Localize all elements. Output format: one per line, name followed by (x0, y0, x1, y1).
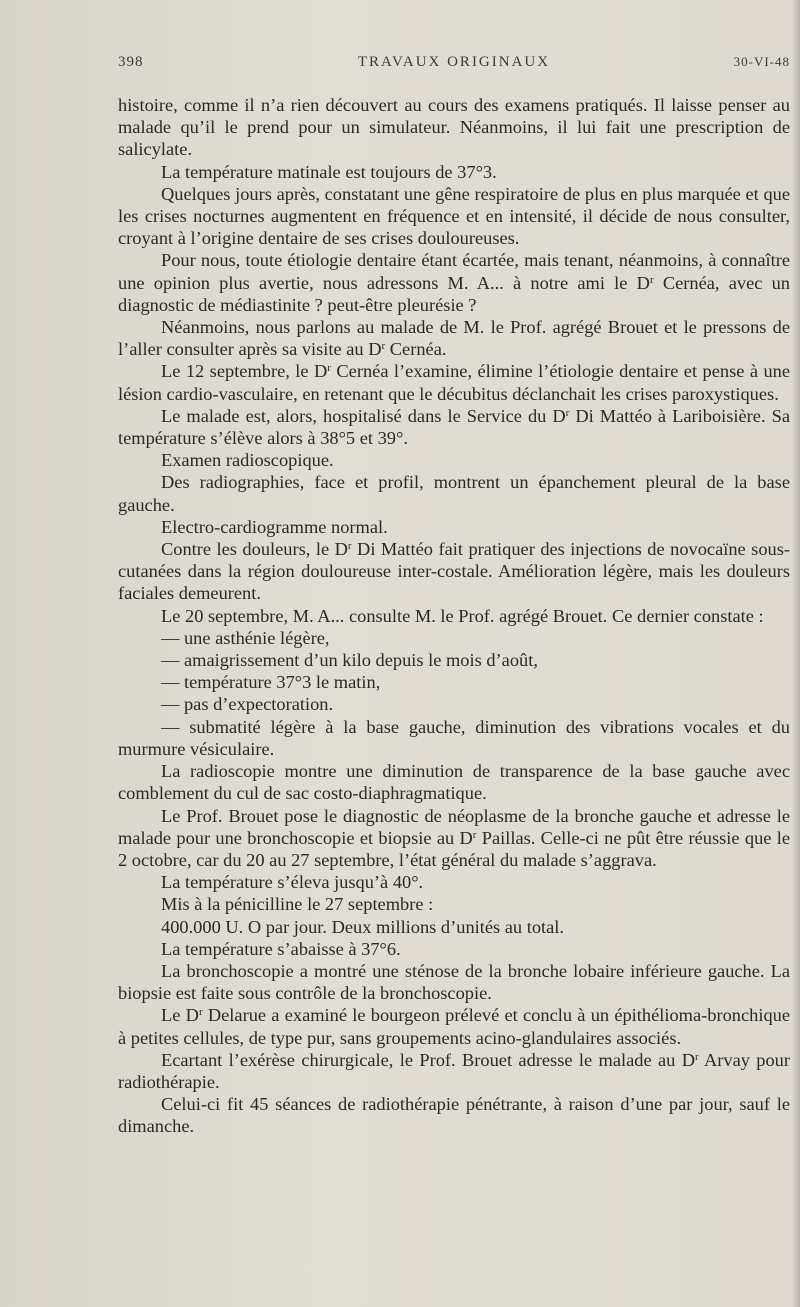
paragraph: La radioscopie montre une diminution de transparence de la base gauche avec comblement du cul de sac costo-diaphragmatique. (118, 761, 790, 804)
paragraph: Le malade est, alors, hospitalisé dans le Service du $D^r$ Di Mattéo à Lariboisière. Sa température s’élève alors à 38°5 et 39°. (118, 405, 790, 449)
paragraph: Contre les douleurs, le $D^r$ Di Mattéo fait pratiquer des injections de novocaïne sous-cutanées dans la région douloureuse inter-costale. Amélioration légère, mais les douleurs faciales demeurent. (118, 539, 791, 604)
paragraph: — température 37°3 le matin, (161, 672, 381, 693)
paragraph: 400.000 U. O par jour. Deux millions d’unités au total. (161, 916, 565, 937)
paragraph: La température matinale est toujours de 37°3. (161, 161, 497, 182)
paragraph: La bronchoscopie a montré une sténose de la bronche lobaire inférieure gauche. La biopsie est faite sous contrôle de la bronchoscopie. (118, 960, 790, 1004)
paragraph: Electro-cardiogramme normal. (161, 516, 388, 537)
paragraph: — une asthénie légère, (161, 627, 330, 648)
page-edge-shadow (792, 0, 800, 1307)
paragraph: — pas d’expectoration. (161, 694, 334, 715)
paragraph: La température s’éleva jusqu’à 40°. (161, 872, 424, 893)
paragraph: Néanmoins, nous parlons au malade de M. le Prof. agrégé Brouet et le pressons de l’aller consulter après sa visite au $D^r$ Cernéa. (118, 317, 790, 360)
paragraph: Ecartant l’exérèse chirurgicale, le Prof. Brouet adresse le malade au $D^r$ Arvay pour radiothérapie. (118, 1049, 790, 1092)
paragraph: Celui-ci fit 45 séances de radiothérapie pénétrante, à raison d’une par jour, sauf le dimanche. (118, 1094, 790, 1137)
paragraph: Quelques jours après, constatant une gêne respiratoire de plus en plus marquée et que les crises nocturnes augmentent en fréquence et en intensité, il décide de nous consulter, croyant à l’origine dentaire de ses crises douloureuses. (118, 183, 790, 249)
paragraph: Pour nous, toute étiologie dentaire étant écartée, mais tenant, néanmoins, à connaître une opinion plus avertie, nous adressons M. A... à notre ami le $D^r$ Cernéa, avec un diagnostic de médiastinite ? peut-être pleurésie ? (118, 250, 790, 315)
running-title: TRAVAUX ORIGINAUX (357, 54, 551, 70)
article-body (118, 94, 790, 1138)
paragraph: Examen radioscopique. (161, 450, 334, 471)
paragraph: Le 20 septembre, M. A... consulte M. le Prof. agrégé Brouet. Ce dernier constate : (161, 605, 764, 626)
paragraph: Le 12 septembre, le $D^r$ Cernéa l’examine, élimine l’étiologie dentaire et pense à une lésion cardio-vasculaire, en retenant que le décubitus déclanchait les crises paroxystiques. (118, 361, 790, 404)
paragraph: histoire, comme il n’a rien découvert au cours des examens pratiqués. Il laisse penser au malade qu’il le prend pour un simulateur. Néanmoins, il lui fait une prescription de salicylate. (118, 95, 790, 160)
running-header (118, 54, 790, 78)
paragraph: — submatité légère à la base gauche, diminution des vibrations vocales et du murmure vésiculaire. (118, 716, 790, 759)
paragraph: Des radiographies, face et profil, montrent un épanchement pleural de la base gauche. (118, 472, 790, 515)
paragraph: Le $D^r$ Delarue a examiné le bourgeon prélevé et conclu à un épithélioma-bronchique à petites cellules, de type pur, sans groupements acino-glandulaires associés. (118, 1005, 790, 1048)
paragraph: Mis à la pénicilline le 27 septembre : (161, 894, 434, 915)
paragraph: — amaigrissement d’un kilo depuis le mois d’août, (161, 650, 538, 671)
page-number: 398 (118, 54, 144, 70)
paragraph: Le Prof. Brouet pose le diagnostic de néoplasme de la bronche gauche et adresse le malade pour une bronchoscopie et biopsie au $D^r$ Paillas. Celle-ci ne pût être réussie que le 2 octobre, car du 20 au 27 septembre, l’état général du malade s’aggrava. (118, 805, 791, 870)
paragraph: La température s’abaisse à 37°6. (161, 938, 401, 959)
issue-date: 30-VI-48 (733, 54, 790, 69)
